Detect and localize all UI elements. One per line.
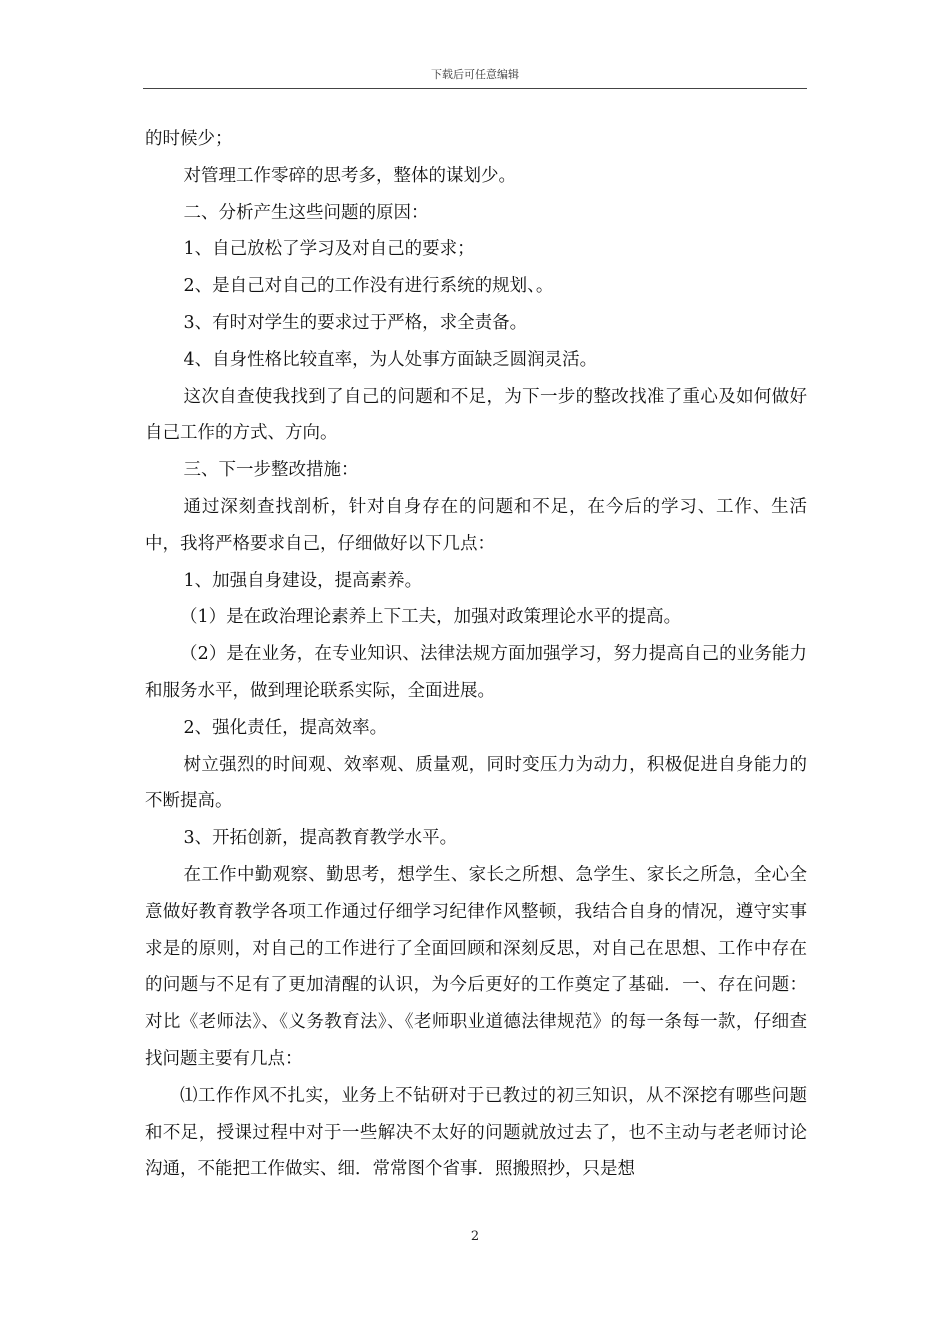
list-item: 2、是自己对自己的工作没有进行系统的规划、。 xyxy=(183,276,554,297)
list-item: 1、自己放松了学习及对自己的要求； xyxy=(183,239,475,260)
list-item: 3、开拓创新，提高教育教学水平。 xyxy=(183,828,458,849)
list-item: 1、加强自身建设，提高素养。 xyxy=(183,570,423,591)
sub-list-item: ⑴工作作风不扎实，业务上不钻研对于已教过的初三知识，从不深挖有哪些问题和不足，授课过程中对于一些解决不太好的问题就放过去了，也不主动与老老师讨论沟通，不能把工作做实、细．常常图个省事．照搬照抄，只是想 xyxy=(145,1085,807,1180)
section-heading: 二、分析产生这些问题的原因： xyxy=(183,202,429,223)
paragraph: 通过深刻查找剖析，针对自身存在的问题和不足，在今后的学习、工作、生活中，我将严格要求自己，仔细做好以下几点： xyxy=(145,496,807,554)
sub-list-item: （2）是在业务，在专业知识、法律法规方面加强学习，努力提高自己的业务能力和服务水平，做到理论联系实际，全面进展。 xyxy=(145,644,807,701)
page-header: 下载后可任意编辑 xyxy=(431,68,519,81)
paragraph: 对管理工作零碎的思考多，整体的谋划少。 xyxy=(183,165,516,186)
paragraph: 树立强烈的时间观、效率观、质量观，同时变压力为动力，积极促进自身能力的不断提高。 xyxy=(145,754,807,812)
paragraph: 这次自查使我找到了自己的问题和不足，为下一步的整改找准了重心及如何做好自己工作的方式、方向。 xyxy=(145,386,807,444)
document-body xyxy=(145,121,807,1188)
header-divider xyxy=(143,88,807,89)
list-item: 3、有时对学生的要求过于严格，求全责备。 xyxy=(183,312,528,333)
paragraph: 在工作中勤观察、勤思考，想学生、家长之所想、急学生、家长之所急，全心全意做好教育教学各项工作通过仔细学习纪律作风整顿，我结合自身的情况，遵守实事求是的原则，对自己的工作进行了全面回顾和深刻反思，对自己在思想、工作中存在的问题与不足有了更加清醒的认识，为今后更好的工作奠定了基础．一、存在问题：对比《老师法》、《义务教育法》、《老师职业道德法律规范》的每一条每一款，仔细查找问题主要有几点： xyxy=(145,864,807,1069)
page-number: 2 xyxy=(470,1229,480,1244)
list-item: 2、强化责任，提高效率。 xyxy=(183,717,388,738)
section-heading: 三、下一步整改措施： xyxy=(183,460,359,481)
sub-list-item: （1）是在政治理论素养上下工夫，加强对政策理论水平的提高。 xyxy=(180,607,682,628)
list-item: 4、自身性格比较直率，为人处事方面缺乏圆润灵活。 xyxy=(183,349,598,370)
paragraph: 的时候少； xyxy=(145,129,233,149)
